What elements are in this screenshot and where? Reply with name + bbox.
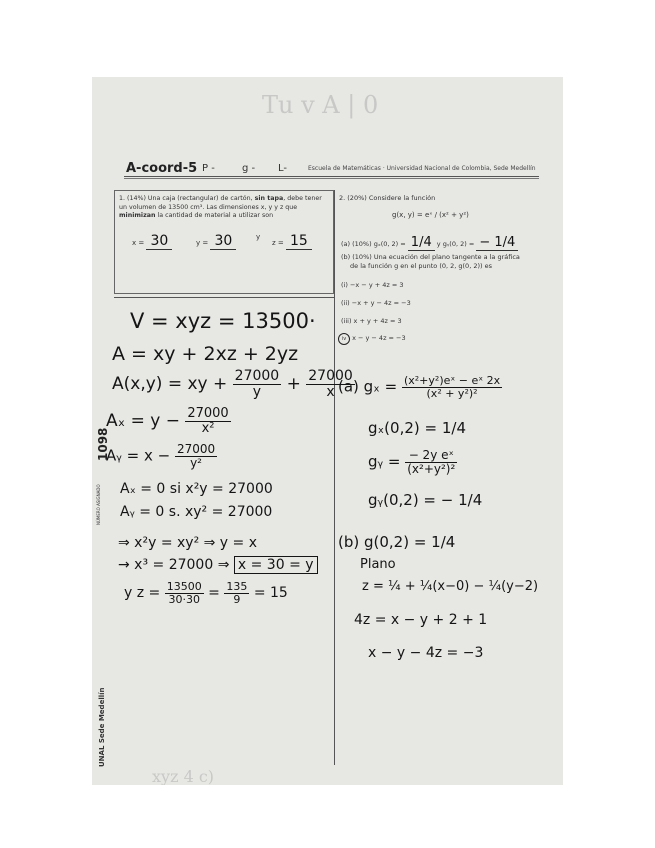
option-iv bbox=[338, 333, 406, 345]
header-rule-secondary bbox=[124, 178, 539, 179]
fraction-13500 bbox=[165, 581, 204, 605]
fraction-gx bbox=[402, 375, 502, 399]
fraction-num: 27000 bbox=[234, 368, 280, 384]
option-iii: (iii) x + y + 4z = 3 bbox=[341, 317, 402, 325]
problem2-intro: 2. (20%) Considere la función bbox=[339, 194, 436, 202]
field-p: P - bbox=[202, 163, 215, 174]
problem1-suffix: la cantidad de material a utilizar son bbox=[157, 212, 274, 220]
fraction-num: 27000 bbox=[308, 368, 353, 384]
work-gy-pre: gᵧ = bbox=[368, 452, 401, 471]
fraction-ax bbox=[185, 407, 230, 435]
problem1-mid: , debe tener un volumen de 13500 cm³. Las dimensiones x, y y z que bbox=[119, 195, 322, 211]
bleed-through-top: Tu v A | 0 bbox=[262, 91, 379, 119]
work-gx-value-val: 1/4 bbox=[441, 419, 466, 437]
work-ax bbox=[106, 407, 231, 435]
problem1-bold-sin-tapa: sin tapa bbox=[254, 195, 284, 202]
answer-and: y bbox=[256, 233, 261, 241]
work-z-pre: y z = bbox=[124, 585, 161, 602]
answer-z bbox=[272, 233, 312, 249]
selected-option-circle: iv bbox=[338, 333, 350, 345]
answer-x-label: x = bbox=[132, 239, 145, 247]
problem2-a-y-label: gᵧ(0, 2) = bbox=[442, 240, 475, 248]
problem2-a bbox=[341, 235, 518, 250]
work-area-xy bbox=[112, 369, 355, 399]
answer-y-label: y = bbox=[196, 239, 209, 247]
answer-x bbox=[132, 233, 172, 249]
problem1-prefix: 1. (14%) Una caja (rectangular) de cartón, bbox=[119, 195, 253, 202]
problem2-a-and: y bbox=[436, 240, 441, 248]
work-ay-pre: Aᵧ = x − bbox=[106, 446, 171, 465]
fraction-num: 27000 bbox=[176, 442, 216, 456]
work-gy-value: gᵧ(0,2) = − 1/4 bbox=[368, 491, 483, 509]
assigned-number: 1098 bbox=[96, 427, 110, 461]
fraction-135 bbox=[224, 581, 249, 605]
fraction-num: (x²+y²)eˣ − eˣ 2x bbox=[403, 374, 501, 387]
work-gx-value-pre: gₓ(0,2) = bbox=[368, 419, 438, 437]
fraction-num: 135 bbox=[226, 580, 248, 593]
work-equal: ⇒ x²y = xy² ⇒ y = x bbox=[118, 535, 258, 551]
fraction-den: 9 bbox=[233, 592, 241, 606]
work-ax-zero: Aₓ = 0 si x²y = 27000 bbox=[120, 481, 273, 497]
exam-sheet bbox=[92, 77, 563, 785]
fraction-den: y bbox=[252, 383, 262, 400]
header-rule bbox=[124, 176, 539, 177]
problem1-bottom-rule bbox=[114, 297, 334, 298]
assigned-number-caption: NÚMERO ASIGNADO bbox=[96, 484, 101, 525]
fraction-den: y² bbox=[190, 455, 202, 470]
fraction-den: x bbox=[326, 383, 335, 400]
problem2-a-x-value: 1/4 bbox=[408, 235, 435, 251]
problem2-function: g(x, y) = eˣ / (x² + y²) bbox=[392, 211, 469, 219]
problem1-bold-minimizan: minimizan bbox=[119, 212, 156, 220]
fraction-27000-y bbox=[233, 369, 282, 399]
work-plane-eq: z = ¼ + ¼(x−0) − ¼(y−2) bbox=[362, 579, 539, 594]
problem2-a-y-value: − 1/4 bbox=[476, 235, 518, 251]
problem2-b-line2: de la función g en el punto (0, 2, g(0, 2)) es bbox=[350, 262, 492, 270]
exam-code: A-coord-5 bbox=[126, 161, 198, 176]
equals-sign: = bbox=[208, 585, 220, 602]
institution-text: Escuela de Matemáticas · Universidad Nacional de Colombia, Sede Medellín bbox=[308, 165, 536, 172]
answer-y bbox=[196, 233, 236, 249]
fraction-num: − 2y eˣ bbox=[405, 449, 457, 463]
fraction-num: 27000 bbox=[187, 406, 229, 421]
work-gx-pre: (a) gₓ = bbox=[338, 377, 398, 396]
work-ay bbox=[106, 443, 217, 469]
work-area-xy-pre: A(x,y) = xy + bbox=[112, 374, 228, 395]
work-z bbox=[124, 581, 288, 605]
problem2-a-label: (a) (10%) gₓ(0, 2) = bbox=[341, 240, 406, 248]
boxed-answer: x = 30 = y bbox=[234, 556, 318, 574]
option-iv-text: x − y − 4z = −3 bbox=[352, 334, 406, 342]
field-g: g - bbox=[242, 163, 256, 174]
column-divider bbox=[334, 190, 335, 765]
fraction-num: 13500 bbox=[166, 580, 202, 593]
option-ii: (ii) −x + y − 4z = −3 bbox=[341, 299, 411, 307]
work-gx-value bbox=[368, 419, 466, 437]
work-cube-pre: → x³ = 27000 ⇒ bbox=[118, 557, 230, 573]
fraction-den: 30·30 bbox=[168, 592, 200, 606]
work-plane2: 4z = x − y + 2 + 1 bbox=[354, 612, 488, 628]
work-plano: Plano bbox=[360, 557, 396, 572]
work-ax-pre: Aₓ = y − bbox=[106, 411, 180, 432]
answer-z-value: 15 bbox=[286, 233, 312, 250]
work-plane3: x − y − 4z = −3 bbox=[368, 645, 484, 661]
problem2-b-line1: (b) (10%) Una ecuación del plano tangente a la gráfica bbox=[341, 253, 520, 261]
plus-sign: + bbox=[286, 374, 301, 395]
fraction-den: (x²+y²)² bbox=[407, 461, 456, 476]
fraction-den: (x² + y²)² bbox=[426, 386, 478, 400]
work-gy bbox=[368, 449, 457, 475]
bleed-through-bottom: xyz 4 c) bbox=[152, 767, 215, 785]
fraction-den: x² bbox=[201, 420, 215, 436]
answer-z-label: z = bbox=[272, 239, 284, 247]
work-gx bbox=[338, 375, 502, 399]
university-logo: UNAL Sede Medellín bbox=[98, 687, 106, 767]
work-ay-zero: Aᵧ = 0 s. xy² = 27000 bbox=[120, 504, 273, 520]
work-cube bbox=[118, 557, 318, 573]
problem1-statement bbox=[119, 195, 329, 221]
option-i: (i) −x − y + 4z = 3 bbox=[341, 281, 404, 289]
field-l: L- bbox=[278, 163, 288, 174]
fraction-ay bbox=[175, 443, 217, 469]
fraction-gy bbox=[405, 449, 457, 475]
work-volume: V = xyz = 13500· bbox=[130, 309, 316, 333]
answer-y-value: 30 bbox=[210, 233, 236, 250]
work-z-end: = 15 bbox=[253, 585, 288, 602]
answer-x-value: 30 bbox=[146, 233, 172, 250]
work-area: A = xy + 2xz + 2yz bbox=[112, 343, 299, 365]
work-b: (b) g(0,2) = 1/4 bbox=[338, 533, 456, 551]
